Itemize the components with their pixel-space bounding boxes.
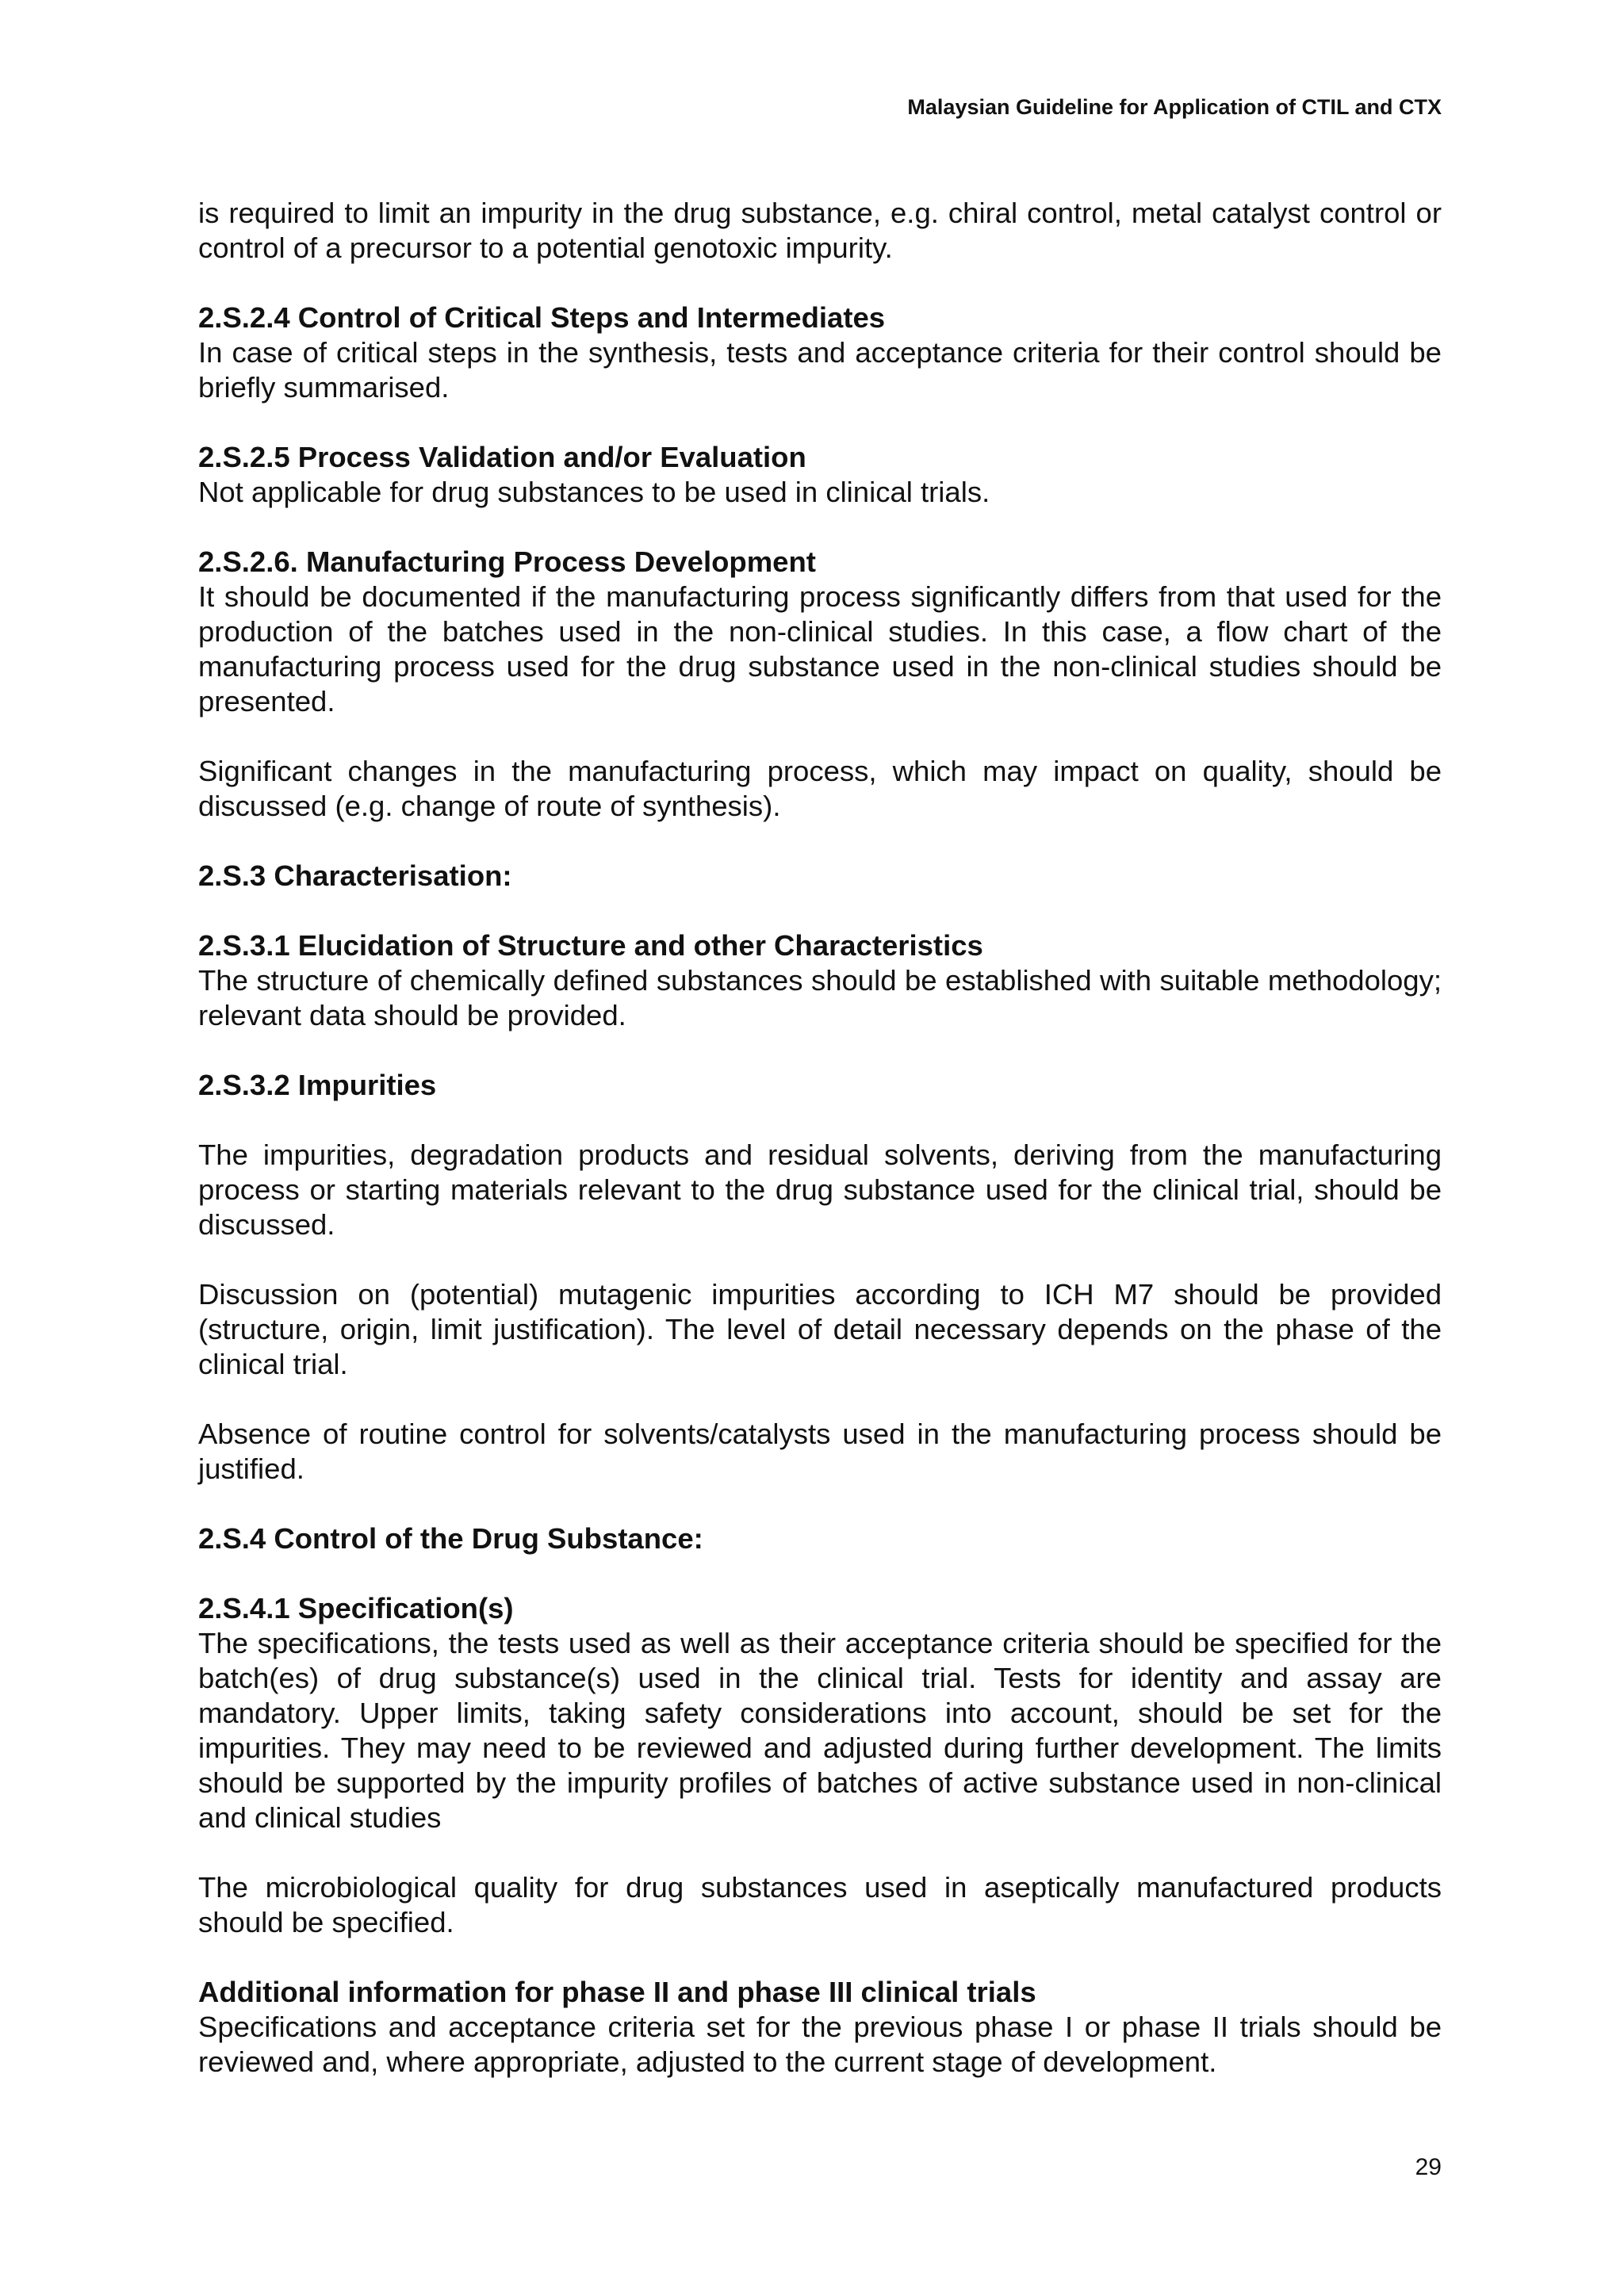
- section-2s32-mutagenic: [198, 1277, 1442, 1382]
- paragraph: The specifications, the tests used as well as their acceptance criteria should be specified for the batch(es) of drug substance(s) used in the clinical trial. Tests for identity and assay are mandatory. Upper limits, taking safety considerations into account, should be set for the impurities. They may need to be reviewed and adjusted during further development. The limits should be supported by the impurity profiles of batches of active substance used in non-clinical and clinical studies: [198, 1627, 1442, 1834]
- section-2s25: [198, 440, 1442, 510]
- section-heading: 2.S.2.6. Manufacturing Process Development: [198, 545, 816, 578]
- paragraph: The microbiological quality for drug substances used in aseptically manufactured products should be specified.: [198, 1871, 1442, 1938]
- section-heading: 2.S.3.1 Elucidation of Structure and other Characteristics: [198, 929, 983, 962]
- paragraph: The structure of chemically defined substances should be established with suitable methodology; relevant data should be provided.: [198, 964, 1442, 1031]
- section-2s32: [198, 1068, 1442, 1103]
- section-2s26-changes: [198, 754, 1442, 824]
- page-header: Malaysian Guideline for Application of CTIL and CTX: [907, 95, 1442, 119]
- section-heading: 2.S.4 Control of the Drug Substance:: [198, 1522, 703, 1555]
- section-additional-info: [198, 1975, 1442, 2080]
- paragraph: It should be documented if the manufacturing process significantly differs from that used for the production of the batches used in the non-clinical studies. In this case, a flow chart of the manufacturing process used for the drug substance used in the non-clinical studies should be presented.: [198, 580, 1442, 718]
- document-body: [198, 196, 1442, 2114]
- section-heading: 2.S.3 Characterisation:: [198, 859, 512, 892]
- section-heading: Additional information for phase II and phase III clinical trials: [198, 1976, 1036, 2008]
- section-heading: 2.S.2.5 Process Validation and/or Evaluation: [198, 441, 806, 473]
- section-2s32-solvents: [198, 1417, 1442, 1487]
- paragraph: In case of critical steps in the synthesis, tests and acceptance criteria for their control should be briefly summarised.: [198, 336, 1442, 404]
- paragraph: Not applicable for drug substances to be used in clinical trials.: [198, 476, 990, 508]
- paragraph: Absence of routine control for solvents/catalysts used in the manufacturing process should be justified.: [198, 1418, 1442, 1485]
- paragraph: Specifications and acceptance criteria set for the previous phase I or phase II trials should be reviewed and, where appropriate, adjusted to the current stage of development.: [198, 2011, 1442, 2078]
- page-number: 29: [1415, 2154, 1442, 2180]
- section-2s24: [198, 300, 1442, 405]
- section-2s26: [198, 545, 1442, 719]
- section-2s32-impurities: [198, 1138, 1442, 1242]
- section-2s31: [198, 928, 1442, 1033]
- section-2s41: [198, 1591, 1442, 1835]
- section-2s3: [198, 859, 1442, 894]
- paragraph: Discussion on (potential) mutagenic impurities according to ICH M7 should be provided (structure, origin, limit justification). The level of detail necessary depends on the phase of the clinical trial.: [198, 1278, 1442, 1380]
- section-intro-continuation: [198, 196, 1442, 266]
- section-2s4: [198, 1521, 1442, 1556]
- paragraph: is required to limit an impurity in the drug substance, e.g. chiral control, metal catalyst control or control of a precursor to a potential genotoxic impurity.: [198, 197, 1442, 264]
- paragraph: The impurities, degradation products and residual solvents, deriving from the manufacturing process or starting materials relevant to the drug substance used for the clinical trial, should be discussed.: [198, 1138, 1442, 1241]
- section-2s41-microbiological: [198, 1870, 1442, 1940]
- section-heading: 2.S.3.2 Impurities: [198, 1069, 437, 1101]
- section-heading: 2.S.2.4 Control of Critical Steps and Intermediates: [198, 301, 886, 334]
- section-heading: 2.S.4.1 Specification(s): [198, 1592, 514, 1624]
- paragraph: Significant changes in the manufacturing process, which may impact on quality, should be discussed (e.g. change of route of synthesis).: [198, 755, 1442, 822]
